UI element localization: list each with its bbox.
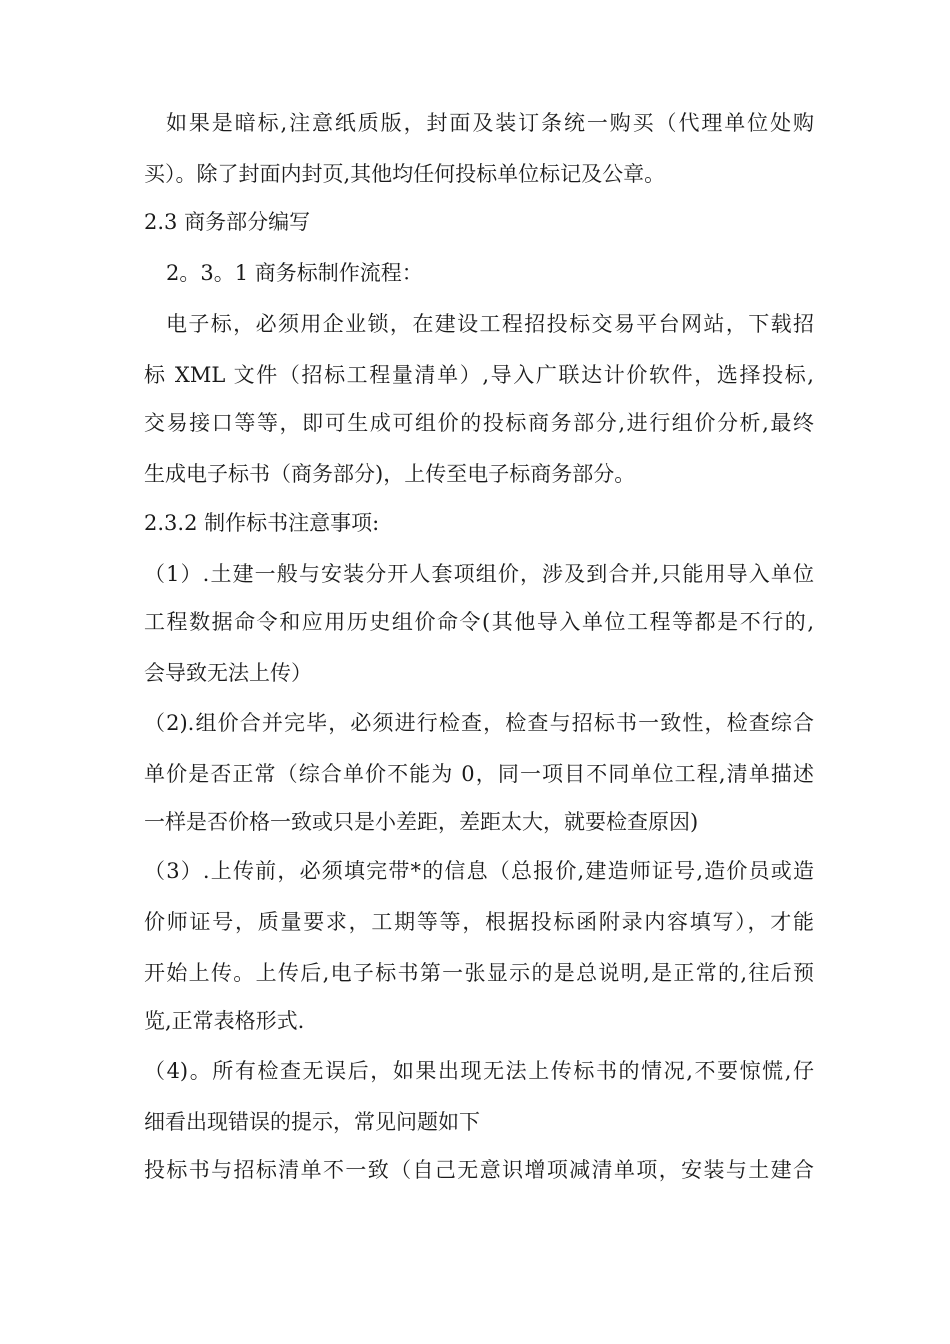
section-heading: 2.3 商务部分编写 <box>144 210 311 234</box>
paragraph-line: 交易接口等等，即可生成可组价的投标商务部分,进行组价分析,最终 <box>144 411 814 435</box>
paragraph-line: 开始上传。上传后,电子标书第一张显示的是总说明,是正常的,往后预 <box>144 961 814 985</box>
paragraph-line: （3）.上传前，必须填完带*的信息（总报价,建造师证号,造价员或造 <box>144 859 814 883</box>
paragraph-line: 如果是暗标,注意纸质版，封面及装订条统一购买（代理单位处购 <box>166 111 814 135</box>
paragraph-line: 单价是否正常（综合单价不能为 0，同一项目不同单位工程,清单描述 <box>144 762 814 786</box>
paragraph-line: 一样是否价格一致或只是小差距，差距太大，就要检查原因) <box>144 810 699 834</box>
paragraph-line: 投标书与招标清单不一致（自己无意识增项减清单项，安装与土建合 <box>144 1158 814 1182</box>
paragraph-line: 买）。除了封面内封页,其他均任何投标单位标记及公章。 <box>144 162 666 186</box>
paragraph-line: 标 XML 文件（招标工程量清单）,导入广联达计价软件，选择投标, <box>144 363 814 387</box>
paragraph-line: （1）.土建一般与安装分开人套项组价，涉及到合并,只能用导入单位 <box>144 562 814 586</box>
paragraph-line: 会导致无法上传） <box>144 661 312 685</box>
paragraph-line: 电子标，必须用企业锁，在建设工程招投标交易平台网站，下载招 <box>166 312 814 336</box>
subsection-heading: 2.3.2 制作标书注意事项: <box>144 511 380 535</box>
paragraph-line: 生成电子标书（商务部分)，上传至电子标商务部分。 <box>144 462 636 486</box>
paragraph-line: 览,正常表格形式. <box>144 1009 305 1033</box>
paragraph-line: 价师证号，质量要求，工期等等，根据投标函附录内容填写），才能 <box>144 910 814 934</box>
paragraph-line: 工程数据命令和应用历史组价命令(其他导入单位工程等都是不行的, <box>144 610 814 634</box>
paragraph-line: 细看出现错误的提示，常见问题如下 <box>144 1110 480 1134</box>
subsection-heading: 2。3。1 商务标制作流程： <box>166 261 423 285</box>
paragraph-line: （2).组价合并完毕，必须进行检查，检查与招标书一致性，检查综合 <box>144 711 814 735</box>
paragraph-line: （4)。所有检查无误后，如果出现无法上传标书的情况,不要惊慌,仔 <box>144 1059 814 1083</box>
